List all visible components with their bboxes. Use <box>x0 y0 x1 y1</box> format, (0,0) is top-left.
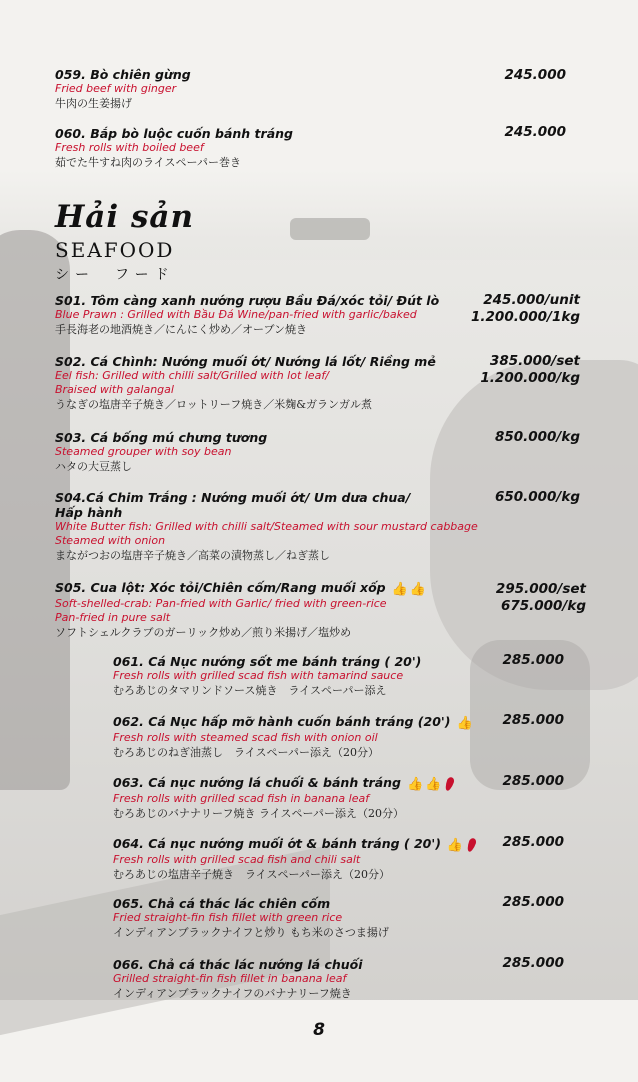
item-english: White Butter fish: Grilled with chilli salt/Steamed with sour mustard cabbage <box>55 520 478 533</box>
chili-icon <box>444 776 455 792</box>
item-english: Eel fish: Grilled with chilli salt/Grilled with lot leaf/ <box>55 369 329 382</box>
item-icons <box>405 776 453 792</box>
thumb-icon: 👍 <box>456 715 473 731</box>
menu-item <box>55 354 436 412</box>
item-english: Pan-fried in pure salt <box>55 610 171 624</box>
menu-item <box>113 836 475 882</box>
item-japanese: ハタの大豆蒸し <box>55 460 132 473</box>
item-price: 285.000 <box>502 773 564 789</box>
item-name-row <box>55 580 426 597</box>
item-price: 285.000 <box>502 712 564 728</box>
item-japanese: まながつおの塩唐辛子焼き／高菜の漬物蒸し／ねぎ蒸し <box>55 549 330 562</box>
item-japanese: むろあじのねぎ油蒸し ライスペーパー添え（20分） <box>113 745 380 759</box>
item-price <box>480 353 580 387</box>
item-name-row <box>113 836 475 853</box>
item-name-row <box>113 714 473 731</box>
item-icons <box>445 837 475 853</box>
menu-item <box>55 430 267 474</box>
item-name: S01. Tôm càng xanh nướng rượu Bầu Đá/xóc tỏi/ Đút lò <box>55 293 440 308</box>
item-price: 285.000 <box>502 955 564 971</box>
item-icons <box>454 715 472 731</box>
section-title-vietnamese: Hải sản <box>55 199 195 235</box>
item-price <box>495 489 580 506</box>
menu-item <box>55 580 426 640</box>
item-japanese: ソフトシェルクラブのガーリック炒め／煎り米揚げ／塩炒め <box>55 625 352 639</box>
item-english: Soft-shelled-crab: Pan-fried with Garlic/ fried with green-rice <box>55 596 387 610</box>
item-name: 063. Cá nục nướng lá chuối & bánh tráng <box>113 775 402 790</box>
item-price <box>505 67 567 84</box>
item-english: Braised with galangal <box>55 383 174 396</box>
item-english: Fried straight-fin fish fillet with green rice <box>113 911 343 924</box>
item-english: Fried beef with ginger <box>55 82 177 95</box>
item-price <box>496 581 586 615</box>
item-price: 285.000 <box>502 834 564 850</box>
thumb-icon: 👍 <box>391 581 408 597</box>
menu-item <box>113 714 473 760</box>
item-name: S05. Cua lột: Xóc tỏi/Chiên cốm/Rang muối xốp <box>55 580 386 595</box>
item-english: Steamed with onion <box>55 534 166 547</box>
item-japanese: むろあじの塩唐辛子焼き ライスペーパー添え（20分） <box>113 867 391 881</box>
item-name: S02. Cá Chình: Nướng muối ớt/ Nướng lá lốt/ Riềng mẻ <box>55 354 436 369</box>
thumb-icon: 👍 <box>409 581 427 597</box>
item-name-row <box>113 775 453 792</box>
item-icons <box>390 581 426 597</box>
section-title-english: SEAFOOD <box>55 238 175 262</box>
chili-icon <box>466 837 477 853</box>
item-japanese: うなぎの塩唐辛子焼き／ロットリーフ焼き／米麹&ガランガル煮 <box>55 398 373 411</box>
item-english: Fresh rolls with boiled beef <box>55 141 204 154</box>
price-line: 385.000/set <box>489 353 580 369</box>
item-japanese: インディアンブラックナイフのバナナリーフ焼き <box>113 987 352 1000</box>
item-english: Grilled straight-fin fish fillet in banana leaf <box>113 972 347 985</box>
item-name: 059. Bò chiên gừng <box>55 67 191 82</box>
thumb-icon: 👍 <box>407 776 424 792</box>
price-line: 850.000/kg <box>494 429 580 445</box>
price-line: 1.200.000/1kg <box>471 309 580 325</box>
price-line: 1.200.000/kg <box>480 370 580 386</box>
thumb-icon: 👍 <box>446 837 464 853</box>
item-price: 285.000 <box>502 894 564 910</box>
menu-item <box>113 957 363 1001</box>
thumb-icon: 👍 <box>425 776 442 792</box>
item-name: 066. Chả cá thác lác nướng lá chuối <box>113 957 363 972</box>
item-english: Fresh rolls with grilled scad fish in banana leaf <box>113 791 370 805</box>
item-english: Fresh rolls with grilled scad fish with tamarind sauce <box>113 669 404 682</box>
price-line: 245.000/unit <box>483 292 580 308</box>
item-name: 064. Cá nục nướng muối ớt & bánh tráng ( 20') <box>113 836 441 851</box>
item-english: Fresh rolls with grilled scad fish and chili salt <box>113 852 361 866</box>
price-line: 650.000/kg <box>494 489 580 505</box>
item-price <box>471 292 580 326</box>
item-name: 061. Cá Nục nướng sốt me bánh tráng ( 20') <box>113 654 422 669</box>
menu-item <box>55 293 439 337</box>
menu-item <box>113 654 421 698</box>
menu-item <box>55 490 478 563</box>
price-line: 675.000/kg <box>500 598 586 614</box>
item-japanese: 茹でた牛すね肉のライスペーパー巻き <box>55 156 242 169</box>
price-line: 245.000 <box>504 67 566 83</box>
item-name: 060. Bắp bò luộc cuốn bánh tráng <box>55 126 293 141</box>
price-line: 245.000 <box>504 124 566 140</box>
item-japanese: むろあじのタマリンドソース焼き ライスペーパー添え <box>113 684 387 697</box>
item-english: Blue Prawn : Grilled with Bầu Đá Wine/pan-fried with garlic/baked <box>55 308 417 321</box>
page-number: 8 <box>313 1020 325 1040</box>
item-english: Steamed grouper with soy bean <box>55 445 232 458</box>
item-japanese: 手長海老の地酒焼き／にんにく炒め／オーブン焼き <box>55 323 308 336</box>
item-name: S03. Cá bống mú chưng tương <box>55 430 268 445</box>
menu-item <box>113 896 389 940</box>
item-japanese: 牛肉の生姜揚げ <box>55 97 132 110</box>
item-name: 065. Chả cá thác lác chiên cốm <box>113 896 331 911</box>
item-name: Hấp hành <box>55 505 123 520</box>
item-price <box>495 429 580 446</box>
item-name: S04.Cá Chim Trắng : Nướng muối ớt/ Um dưa chua/ <box>55 490 411 505</box>
item-price: 285.000 <box>502 652 564 668</box>
section-title-japanese: シー フード <box>55 267 175 283</box>
item-price <box>505 124 567 141</box>
item-name: 062. Cá Nục hấp mỡ hành cuốn bánh tráng (20') <box>113 714 451 729</box>
menu-item <box>113 775 453 821</box>
price-line: 295.000/set <box>495 581 586 597</box>
item-japanese: インディアンブラックナイフと炒り もち米のさつま揚げ <box>113 926 389 939</box>
item-japanese: むろあじのバナナリーフ焼き ライスペーパー添え（20分） <box>113 806 404 820</box>
menu-item <box>55 67 191 111</box>
item-english: Fresh rolls with steamed scad fish with onion oil <box>113 730 378 744</box>
menu-item <box>55 126 293 170</box>
